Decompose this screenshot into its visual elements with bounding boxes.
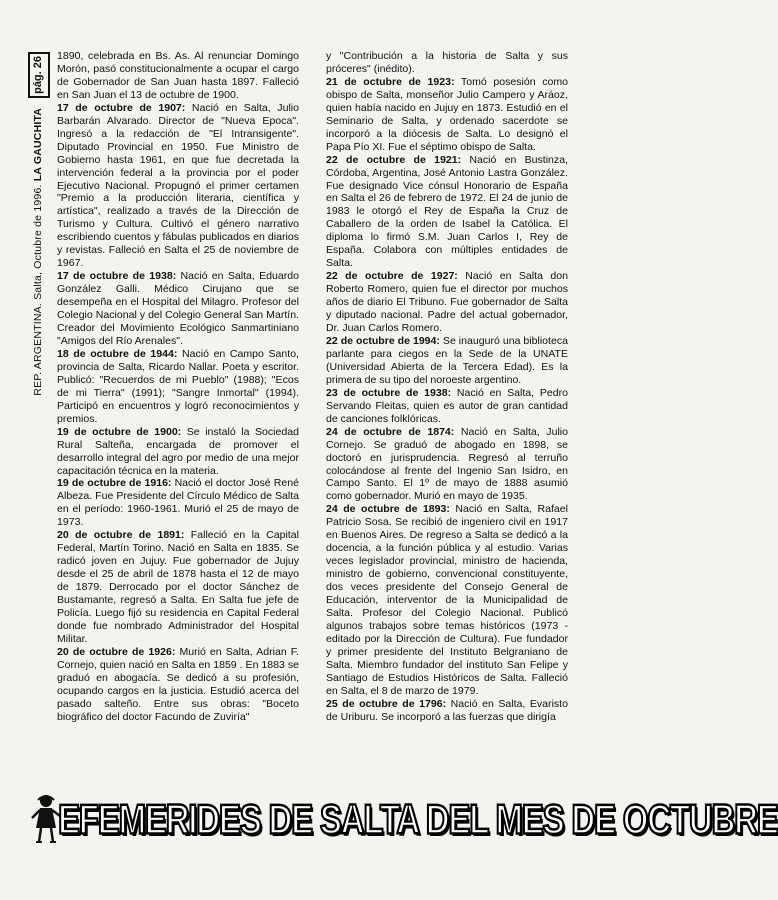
entry [57, 426, 299, 478]
entry-date: 17 de octubre de 1907: [57, 101, 186, 114]
left-column [57, 50, 299, 724]
entry-date: 22 de octubre de 1994: [326, 334, 440, 347]
entry-text: Murió en Salta, Adrian F. Cornejo, quien nació en Salta en 1859 . En 1883 se graduó en abogacía. Se dedicó a su profesión, ocupando cargos en la justicia. Estudió acerca del pasado salteño. Entre sus obras: "Boceto biográfico del doctor Facundo de Zuviría" [57, 645, 299, 723]
entry-text: Nació en Salta, Eduardo González Galli. Médico Cirujano que se desempeña en el Hospital del Milagro. Profesor del Colegio Nacional y del Colegio General San Martín. Creador del Movimiento Ecológico Sanmartiniano "Amigos del Río Arenales". [57, 270, 299, 347]
entry [57, 477, 299, 529]
entry [57, 270, 299, 348]
entry-text: Nació en Salta, Rafael Patricio Sosa. Se recibió de ingeniero civil en 1917 en Buenos Aires. De regreso a Salta se dedicó a la docencia, a la función pública y al estudio. Varias veces legislador provincial, ministro de hacienda, ministro de gobierno, convencional constituyente, dos veces presidente del Consejo General de Educación, interventor de la Municipalidad de Salta. Profesor del Colegio Nacional. Publicó algunos trabajos sobre temas históricos (1973 -editado por la Dirección de Cultura). Fue fundador y primer presidente del Instituto Belgraniano de Salta. Miembro fundador del instituto San Felipe y Santiago de Estudios Históricos de Salta. Falleció en Salta, el 8 de marzo de 1979. [326, 503, 568, 697]
sidebar [26, 52, 52, 767]
entry-text: Nació en Bustinza, Córdoba, Argentina, José Antonio Lastra González. Fue designado Vice cónsul Honorario de España en Salta el 26 de febrero de 1972. El 24 de junio de 1983 le otorgó el Rey de España la Cruz de Caballero de la orden de Isabel la Católica. El diploma lo firmó S.M. Juan Carlos I, Rey de España. Colabora con múltiples entidades de Salta. [326, 153, 568, 270]
magazine-name: LA GAUCHITA [32, 107, 44, 182]
entry-text: Se instaló la Sociedad Rural Salteña, encargada de promover el desarrollo integral del agro por medio de una mejor capacitación técnica en la materia. [57, 425, 299, 477]
entry [326, 76, 568, 154]
publication-place-date: REP. ARGENTINA. Salta, Octubre de 1996. [32, 184, 44, 396]
entry [326, 154, 568, 271]
entry-date: 25 de octubre de 1796: [326, 697, 447, 710]
page-number: pág. 26 [32, 56, 44, 94]
entry [57, 529, 299, 646]
entry-text: Nació en Campo Santo, provincia de Salta, Ricardo Nallar. Poeta y escritor. Publicó: "Recuerdos de mi Pueblo" (1988); "Ecos de mi Tierra" (1991); "Sangre Inmortal" (1994). Participó en encuentros y logró reconocimientos y premios. [57, 347, 299, 425]
entry-text: Falleció en la Capital Federal, Martín Torino. Nació en Salta en 1835. Se radicó joven en Jujuy. Fue gobernador de Jujuy desde el 25 de abril de 1878 hasta el 12 de mayo de 1879. Derrocado por el doctor Sánchez de Bustamante, regresó a Salta. En Salta fue jefe de Policía. Luego fijó su residencia en Capital Federal donde fue nombrado Administrador del Hospital Militar. [57, 529, 299, 645]
entry [326, 698, 568, 724]
entry-text: Nació en Salta don Roberto Romero, quien fue el director por muchos años de diario El Tribuno. Fue gobernador de Salta y diputado nacional. Padre del actual gobernador, Dr. Juan Carlos Romero. [326, 270, 568, 335]
entry [57, 102, 299, 270]
entry [326, 335, 568, 387]
entry-date: 20 de octubre de 1926: [57, 645, 176, 658]
entry-date: 24 de octubre de 1893: [326, 503, 450, 516]
entry-date: 23 de octubre de 1938: [326, 386, 452, 399]
right-column [326, 50, 568, 724]
entry-text: y "Contribución a la historia de Salta y sus próceres" (inédito). [326, 50, 568, 75]
entry [57, 50, 299, 102]
entry-date: 21 de octubre de 1923: [326, 75, 455, 88]
page-banner-title: EFEMERIDES DE SALTA DEL MES DE OCTUBRE [58, 796, 778, 843]
entry-date: 19 de octubre de 1916: [57, 477, 172, 490]
entry-text: 1890, celebrada en Bs. As. Al renunciar Domingo Morón, pasó constitucionalmente a ocupar el cargo de Gobernador de San Juan hasta 1897. Falleció en San Juan el 13 de octubre de 1900. [57, 50, 299, 101]
entry [326, 387, 568, 426]
entry-text: Nació el doctor José René Albeza. Fue Presidente del Círculo Médico de Salta en el período: 1960-1961. Murió el 25 de mayo de 1973. [57, 477, 299, 529]
entry [326, 50, 568, 76]
entry-date: 17 de octubre de 1938: [57, 270, 177, 283]
entry-date: 20 de octubre de 1891: [57, 529, 185, 542]
entry-date: 24 de octubre de 1874: [326, 425, 455, 438]
entry [326, 426, 568, 504]
entry-text: Se inauguró una biblioteca parlante para ciegos en la Sede de la UNATE (Universidad Abierta de la Tercera Edad). Es la primera de su tipo del noroeste argentino. [326, 334, 568, 386]
entry-text: Nació en Salta, Julio Cornejo. Se graduó de abogado en 1898, se doctoró en jurisprudencia. Regresó al terruño colocándose al frente del Ingenio San Isidro, en Campo Santo. El 1º de mayo de 1888 asumió como gobernador. Murió en mayo de 1935. [326, 425, 568, 503]
entry-text: Nació en Salta, Pedro Servando Fleitas, quien es autor de gran cantidad de canciones folklóricas. [326, 386, 568, 425]
entry-date: 22 de octubre de 1927: [326, 270, 458, 283]
entry [57, 348, 299, 426]
entry-text: Nació en Salta, Evaristo de Uriburu. Se incorporó a las fuerzas que dirigía [326, 697, 568, 723]
entry [326, 503, 568, 697]
entry-text: Nació en Salta, Julio Barbarán Alvarado. Director de "Nueva Epoca". Ingresó a la redacción de "El Intransigente". Diputado Provincial en 1950. Fue Ministro de Gobierno hasta 1961, en que fue decretada la intervención federal a la provincia por el poder Ejecutivo Nacional. Propugnó el primer certamen "Premio a la producción literaria, científica y artística", realizado a través de la Dirección de Turismo y Cultura. Cultivó el género narrativo escribiendo cuentos y fábulas publicados en diarios y revistas. Falleció en Salta el 25 de noviembre de 1967. [57, 101, 299, 270]
entry-text: Tomó posesión como obispo de Salta, monseñor Julio Campero y Aráoz, quien había nacido en Jujuy en 1873. Estudió en el Seminario de Salta, y ordenado sacerdote se incorporó a la diócesis de Salta. Lo designó el Papa Pío XI. Fue el séptimo obispo de Salta. [326, 75, 568, 153]
publication-info [26, 108, 50, 396]
entry [57, 646, 299, 724]
footer-banner-area [0, 792, 778, 852]
entry-date: 19 de octubre de 1900: [57, 425, 182, 438]
entry [326, 270, 568, 335]
entry-date: 22 de octubre de 1921: [326, 153, 462, 166]
entry-date: 18 de octubre de 1944: [57, 347, 178, 360]
sidebar-text [26, 52, 50, 767]
